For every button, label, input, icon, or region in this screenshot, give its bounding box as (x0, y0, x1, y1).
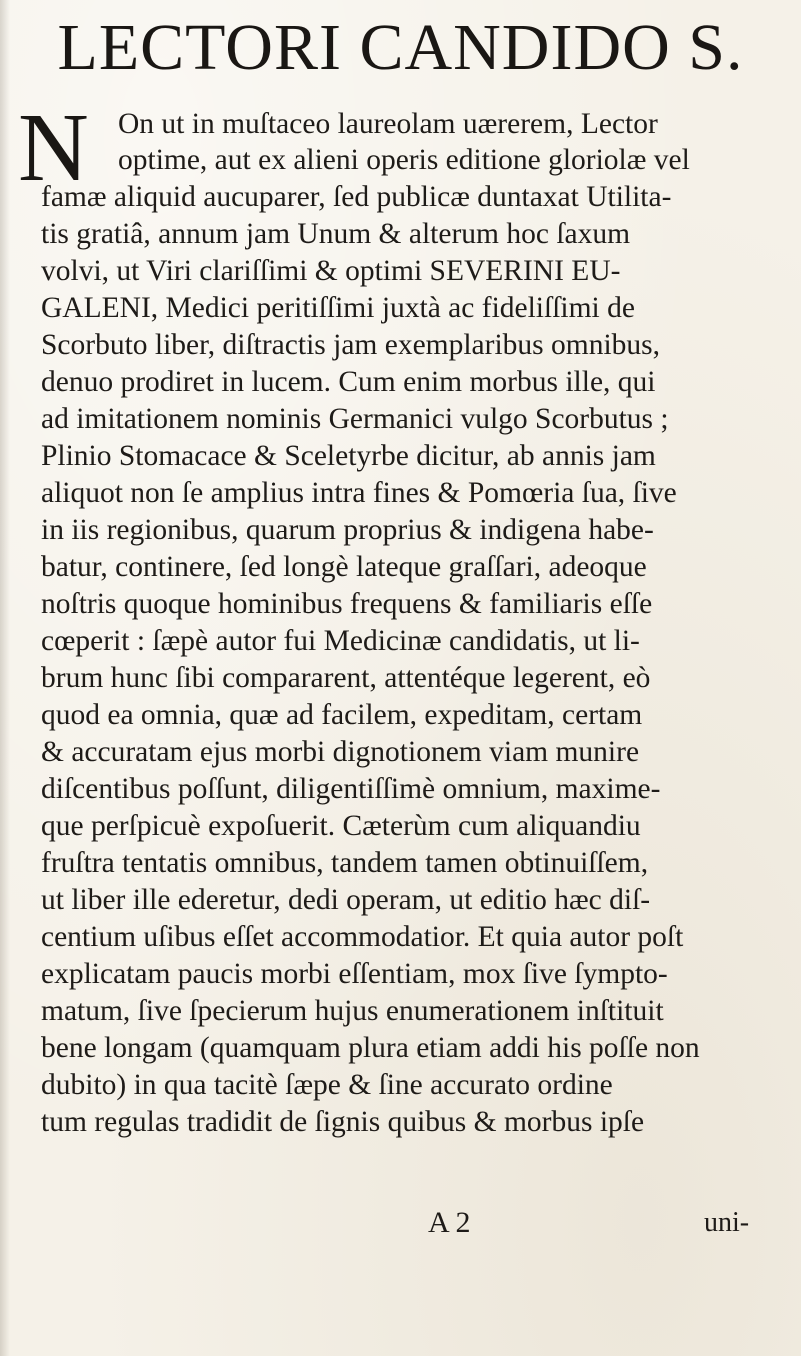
text-line: que perſpicuè expoſuerit. Cæterùm cum aliquandiu (41, 810, 641, 842)
catchword: uni- (704, 1207, 750, 1238)
text-line: ut liber ille ederetur, dedi operam, ut editio hæc diſ- (41, 884, 651, 916)
text-line: ad imitationem nominis Germanici vulgo Scorbutus ; (41, 403, 669, 435)
text-line: tis gratiâ, annum jam Unum & alterum hoc ſaxum (41, 218, 631, 250)
text-line: quod ea omnia, quæ ad facilem, expeditam, certam (41, 699, 643, 731)
page-title: LECTORI CANDIDO S. (57, 11, 744, 84)
signature-mark: A 2 (428, 1206, 471, 1239)
text-line: brum hunc ſibi compararent, attentéque legerent, eò (41, 662, 651, 694)
text-line: matum, ſive ſpecierum hujus enumerationem inſtituit (41, 995, 664, 1027)
text-line: explicatam paucis morbi eſſentiam, mox ſive ſympto- (41, 958, 668, 990)
text-line: tum regulas tradidit de ſignis quibus & morbus ipſe (41, 1106, 645, 1138)
text-line: aliquot non ſe amplius intra fines & Pomœria ſua, ſive (41, 477, 677, 509)
text-line: batur, continere, ſed longè lateque graſſari, adeoque (41, 551, 647, 583)
text-line: & accuratam ejus morbi dignotionem viam munire (41, 736, 640, 768)
text-line: noſtris quoque hominibus frequens & familiaris eſſe (41, 588, 653, 620)
page-edge-shadow (0, 0, 10, 1356)
text-line: famæ aliquid aucuparer, ſed publicæ duntaxat Utilita- (41, 181, 672, 213)
text-line: diſcentibus poſſunt, diligentiſſimè omnium, maxime- (41, 773, 661, 805)
text-line: cœperit : ſæpè autor fui Medicinæ candidatis, ut li- (41, 625, 640, 657)
text-line: centium uſibus eſſet accommodatior. Et quia autor poſt (41, 921, 684, 953)
text-line: volvi, ut Viri clariſſimi & optimi SEVERINI EU- (41, 255, 621, 287)
text-line: dubito) in qua tacitè ſæpe & ſine accurato ordine (41, 1069, 613, 1101)
text-line: denuo prodiret in lucem. Cum enim morbus ille, qui (41, 366, 656, 398)
text-line: GALENI, Medici peritiſſimi juxtà ac fideliſſimi de (41, 292, 635, 324)
text-line: On ut in muſtaceo laureolam uærerem, Lector (118, 108, 658, 140)
text-line: bene longam (quamquam plura etiam addi his poſſe non (41, 1032, 700, 1064)
drop-cap: N (18, 94, 89, 202)
text-line: optime, aut ex alieni operis editione gloriolæ vel (118, 144, 690, 176)
text-line: fruſtra tentatis omnibus, tandem tamen obtinuiſſem, (41, 847, 649, 879)
text-line: Scorbuto liber, diſtractis jam exemplaribus omnibus, (41, 329, 661, 361)
text-line: Plinio Stomacace & Sceletyrbe dicitur, ab annis jam (41, 440, 656, 472)
text-line: in iis regionibus, quarum proprius & indigena habe- (41, 514, 654, 546)
